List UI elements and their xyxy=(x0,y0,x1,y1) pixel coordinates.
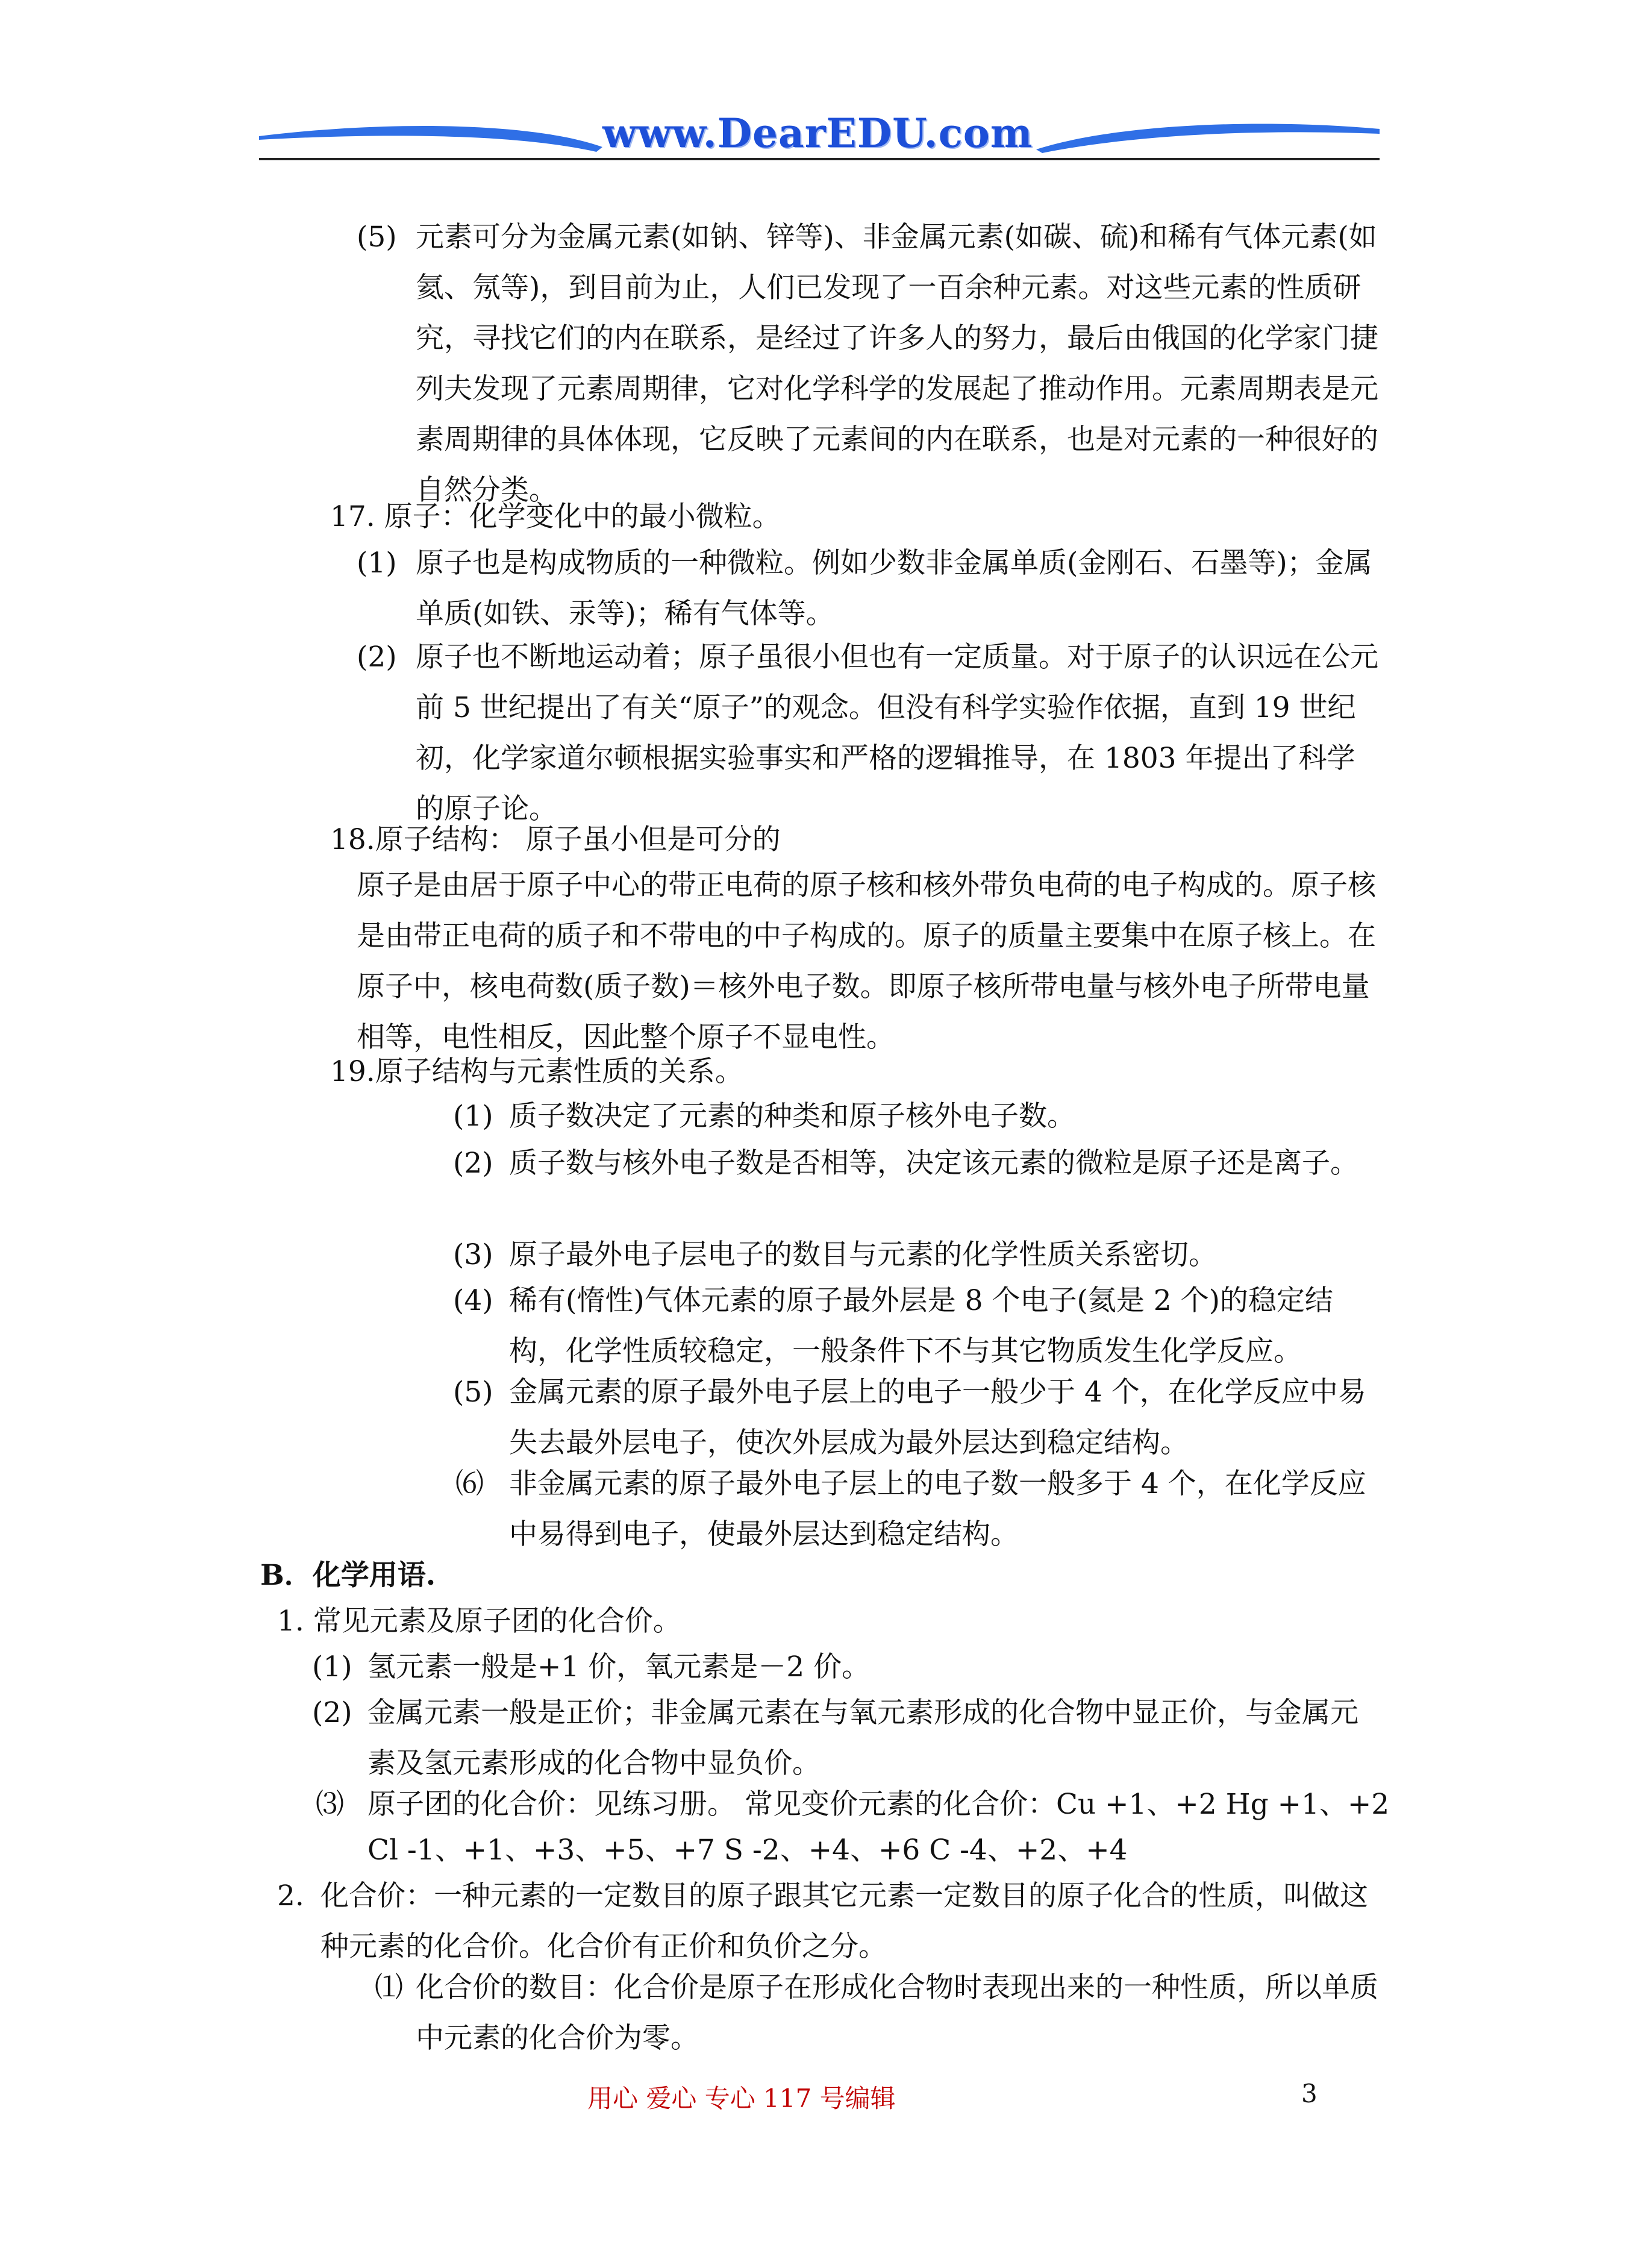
header-divider xyxy=(259,158,1380,160)
item-number: (5) xyxy=(357,221,397,254)
paragraph-19-2: 质子数与核外电子数是否相等，决定该元素的微粒是原子还是离子。 xyxy=(509,1147,1358,1180)
footer-editor-note: 用心 爱心 专心 117 号编辑 xyxy=(587,2084,896,2113)
paragraph-19-5: 金属元素的原子最外电子层上的电子一般少于 4 个，在化学反应中易失去最外层电子，使次外层成为最外层达到稳定结构。 xyxy=(509,1376,1366,1459)
heading-17-atom: 17. 原子：化学变化中的最小微粒。 xyxy=(330,500,781,533)
heading-19-structure-properties: 19.原子结构与元素性质的关系。 xyxy=(330,1055,743,1088)
paragraph-b2-1: 化合价的数目：化合价是原子在形成化合物时表现出来的一种性质，所以单质中元素的化合价为零。 xyxy=(416,1971,1378,2055)
item-number: 2. xyxy=(277,1879,304,1912)
section-b-heading: B．化学用语. xyxy=(260,1559,436,1592)
item-number: (1) xyxy=(357,547,397,580)
paragraph-b1-3-line2: Cl -1、+1、+3、+5、+7 S -2、+4、+6 C -4、+2、+4 xyxy=(367,1834,1128,1867)
item-number: (2) xyxy=(453,1147,493,1180)
paragraph-19-6: 非金属元素的原子最外电子层上的电子数一般多于 4 个，在化学反应中易得到电子，使最外层达到稳定结构。 xyxy=(509,1467,1366,1551)
item-number: ⑶ xyxy=(316,1788,344,1821)
paragraph-atomic-structure: 原子是由居于原子中心的带正电荷的原子核和核外带负电荷的电子构成的。原子核是由带正电荷的质子和不带电的中子构成的。原子的质量主要集中在原子核上。在原子中，核电荷数(质子数)＝核外电子数。即原子核所带电量与核外电子所带电量相等，电性相反，因此整个原子不显电性。 xyxy=(357,869,1376,1054)
item-number: (1) xyxy=(453,1100,493,1133)
item-number: (5) xyxy=(453,1376,493,1409)
item-number: (2) xyxy=(312,1696,352,1729)
site-logo: www.DearEDU.com xyxy=(602,110,1033,157)
item-number: ⑹ xyxy=(455,1467,484,1500)
item-number: (4) xyxy=(453,1284,493,1317)
paragraph-b1-2: 金属元素一般是正价；非金属元素在与氧元素形成的化合物中显正价，与金属元素及氢元素形成的化合物中显负价。 xyxy=(367,1696,1358,1780)
paragraph-elements-classification: 元素可分为金属元素(如钠、锌等)、非金属元素(如碳、硫)和稀有气体元素(如氦、氖等)，到目前为止，人们已发现了一百余种元素。对这些元素的性质研究，寻找它们的内在联系，是经过了许多人的努力，最后由俄国的化学家门捷列夫发现了元素周期律，它对化学科学的发展起了推动作用。元素周期表是元素周期律的具体体现，它反映了元素间的内在联系，也是对元素的一种很好的自然分类。 xyxy=(416,221,1378,507)
item-number: ⑴ xyxy=(375,1971,403,2004)
paragraph-19-3: 原子最外电子层电子的数目与元素的化学性质关系密切。 xyxy=(509,1238,1217,1271)
paragraph-atom-history: 原子也不断地运动着；原子虽很小但也有一定质量。对于原子的认识远在公元前 5 世纪提出了有关“原子”的观念。但没有科学实验作依据，直到 19 世纪初，化学家道尔顿根据实验事实和严格的逻辑推导，在 1803 年提出了科学的原子论。 xyxy=(416,641,1378,825)
page-number: 3 xyxy=(1301,2079,1318,2108)
heading-18-atomic-structure: 18.原子结构： 原子虽小但是可分的 xyxy=(330,823,781,856)
paragraph-19-1: 质子数决定了元素的种类和原子核外电子数。 xyxy=(509,1100,1075,1133)
paragraph-b1-3-line1: 原子团的化合价：见练习册。 常见变价元素的化合价：Cu +1、+2 Hg +1、+2 xyxy=(367,1788,1390,1821)
item-number: (3) xyxy=(453,1238,493,1271)
item-number: (1) xyxy=(312,1650,352,1684)
paragraph-b2-valence-definition: 化合价：一种元素的一定数目的原子跟其它元素一定数目的原子化合的性质，叫做这种元素的化合价。化合价有正价和负价之分。 xyxy=(320,1879,1368,1963)
paragraph-b1-1: 氢元素一般是+1 价，氧元素是－2 价。 xyxy=(367,1650,871,1684)
paragraph-19-4: 稀有(惰性)气体元素的原子最外层是 8 个电子(氦是 2 个)的稳定结构，化学性质较稳定，一般条件下不与其它物质发生化学反应。 xyxy=(509,1284,1333,1368)
heading-b1-valences: 1. 常见元素及原子团的化合价。 xyxy=(277,1605,681,1638)
paragraph-atom-constituent: 原子也是构成物质的一种微粒。例如少数非金属单质(金刚石、石墨等)；金属单质(如铁、汞等)；稀有气体等。 xyxy=(416,547,1372,630)
item-number: (2) xyxy=(357,641,397,674)
